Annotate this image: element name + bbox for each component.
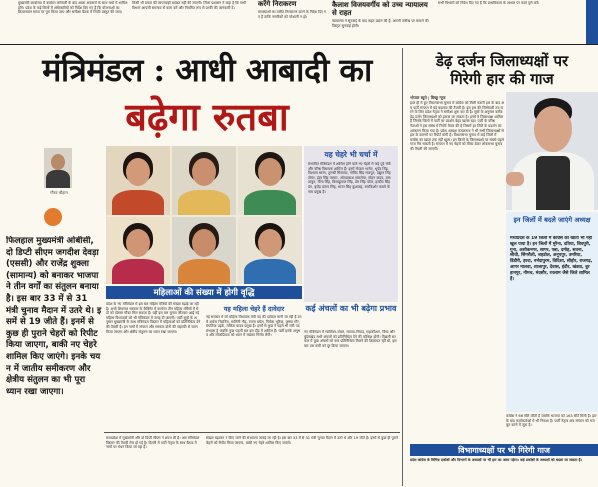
subhead-line: कई अंचलों का भी बढ़ेगा प्रभाव: [305, 304, 397, 313]
women-photo-grid: [106, 146, 302, 284]
top-strip-heading-a: करेंगे निराकरण: [258, 0, 297, 8]
main-lede: फिलहाल मुख्यमंत्री ओबीसी, दो डिप्टी सीएम जगदीश देवड़ा (एससी) और राजेंद्र शुक्ला (सामान्य) को बनाकर भाजपा ने तीन वर्गों का संतुलन बनाया है। इस बार 33 में से 31 मंत्री चुनाव मैदान में उतरे थे। इसमें से 19 जीते हैं। इनमें से कुछ ही पुराने चेहरों को रिपीट किया जाएगा, बाकी नए चेहरे शामिल किए जाएंगे। इनके चयन में जातीय समीकरण और क्षेत्रीय संतुलन का भी पूरा ध्यान रखा जाएगा।: [6, 236, 102, 397]
main-bottom-mid-text: संख्या बढ़ाकर 7 किए जाने की संभावना जताई जा रही है। इस बार 33 में से 31 मंत्री चुनाव मैदान में उतरे थे और 19 जीते हैं। इनमें से कुछ ही पुराने चेहरों को रिपीट किया जाएगा, बाकी नए चेहरे शामिल किए जाएंगे।: [206, 436, 398, 445]
sidebar-heading: यह चेहरे भी चर्चा में: [324, 150, 378, 159]
subhead-text: नए मंत्रिमंडल में ग्वालियर-चंबल, मालवा-निमाड़, महाकौशल, विंध्य और बुंदेलखंड सभी अंचलों को प्रतिनिधित्व देने की कोशिश होगी। पिछली सरकार में कुछ अंचलों को कम प्रतिनिधित्व मिलने की शिकायत रही थी, इस बार उस कमी को दूर किया जाएगा।: [304, 330, 397, 348]
main-bottom-left-text: मध्यप्रदेश में मुख्यमंत्री और दो डिप्टी सीएम ने शपथ ली है। अब मंत्रिमंडल विस्तार की तैयारी तेज हो गई है। दिल्ली में पार्टी नेतृत्व के साथ बैठक में नामों पर मंथन किया जा रहा है।: [106, 436, 200, 450]
top-strip-edge-bar: [586, 0, 598, 44]
right-headline-line1: डेढ़ दर्जन जिलाध्यक्षों पर: [435, 52, 569, 70]
sidebar-box: [304, 146, 398, 302]
right-byline: भोपाल ब्यूरो | बिच्छू न्यूज: [410, 95, 446, 100]
minister-photo-3: [238, 146, 302, 215]
bottom-rule: [104, 432, 400, 433]
photo-caption: महिलाओं की संख्या में होगी वृद्धि: [153, 287, 255, 297]
right-photo-caption: इन जिलों में बदले जाएंगे अध्यक्ष: [513, 216, 591, 224]
top-strip-mid-text: किसी भी प्रकार की लापरवाही बर्दाश्त नहीं की जाएगी। जिला प्रशासन ने कहा है कि सभी विभाग आपसी समन्वय से काम करें और नियमित रूप से प्रगति की जानकारी दें।: [132, 1, 246, 10]
right-col-text: कांग्रेस ने 66 सीटें जीती हैं जबकि भाजपा को 163 सीटें मिली हैं। हार के बाद कार्यकर्ताओं में भी निराशा है। पार्टी नेतृत्व अब संगठन को मजबूत करने में जुटा है।: [506, 414, 597, 428]
right-caption-box: [506, 212, 598, 412]
sidebar-text: संभावित मंत्रिमंडल में शामिल होने वाले नए चेहरों में कई पूर्व मंत्री और वरिष्ठ विधायक शामिल हैं। इनमें गोपाल भार्गव, भूपेंद्र सिंह, विश्वास सारंग, तुलसी सिलावट, गोविंद सिंह राजपूत, प्रद्युम्न सिंह तोमर, इंदर सिंह परमार, ओमप्रकाश सकलेचा, मोहन यादव, उषा ठाकुर, मीना सिंह, बिसाहूलाल सिंह, प्रेम सिंह पटेल, हरदीप सिंह डंग, बृजेंद्र प्रताप सिंह, भारत सिंह कुशवाह, रामकिशोर कावरे के नाम प्रमुख हैं।: [308, 162, 391, 194]
right-sub-heading-bar: [410, 444, 598, 456]
minister-photo-4: [106, 217, 170, 284]
right-sub-heading: विभागाध्यक्षों पर भी गिरेगी गाज: [458, 446, 550, 455]
top-strip-heading-a-text: समस्याओं का त्वरित निराकरण करने के निर्देश दिए गए हैं ताकि नागरिकों को परेशानी न हो।: [258, 10, 327, 19]
minister-photo-1: [106, 146, 170, 215]
top-strip-heading-b: कैलाश विजयवर्गीय को उच्च न्यायालय से राहत: [332, 1, 428, 17]
logo-mark: [44, 208, 62, 226]
subhead-block: [304, 304, 398, 314]
byline-block: [28, 148, 90, 208]
minister-photo-5: [172, 217, 236, 284]
photo-caption-bar: [106, 286, 302, 299]
main-headline-line1: मंत्रिमंडल : आधी आबादी का: [42, 51, 372, 89]
right-body-text: हाल ही में हुए विधानसभा चुनाव में कांग्रेस को मिली करारी हार के बाद अब पार्टी संगठन में बड़े बदलाव की तैयारी है। इस हार की जिम्मेदारी तय करने के लिए प्रदेश नेतृत्व ने समीक्षा शुरू कर दी है। सूत्रों के अनुसार करीब डेढ़ दर्जन जिलाध्यक्षों को हटाया जा सकता है। इनमें वे जिलाध्यक्ष शामिल हैं जिनके जिलों में पार्टी का प्रदर्शन बेहद खराब रहा। पार्टी के वरिष्ठ नेताओं ने इस संबंध में रिपोर्ट तैयार की है जिसमें हर जिले के प्रदर्शन का आकलन किया गया है। प्रदेश अध्यक्ष कमलनाथ ने भी सभी जिलाध्यक्षों से हार के कारणों पर रिपोर्ट मांगी है। विधानसभा चुनाव में कई जिलों में कांग्रेस का खाता तक नहीं खुला। इन जिलों के जिलाध्यक्षों पर सबसे पहले गाज गिर सकती है। संगठन में नए चेहरों को मौका देकर लोकसभा चुनाव की तैयारी की जाएगी।: [410, 101, 504, 151]
kamal-nath-photo: [506, 92, 598, 210]
column-divider: [402, 48, 403, 486]
right-headline: [406, 52, 598, 88]
main-col1-text: प्रदेश के नए मंत्रिमंडल में इस बार महिला मंत्रियों की संख्या बढ़ाई जा रही है। अभी शिवराज सरकार के कैबिनेट में कार्यरत तीन महिला मंत्रियों में से दो को दोबारा मौका मिल सकता है। वहीं इस बार चुनाव जीतकर आईं नई महिला विधायकों को भी मंत्रिमंडल में जगह दी जाएगी। पार्टी सूत्रों के अनुसार मुख्यमंत्री के साथ मंत्रिमंडल विस्तार में महिलाओं को प्रतिनिधित्व देने की तैयारी है। इन नामों में संगठन और सरकार दोनों की सहमति से चयन किया जाएगा और क्षेत्रीय संतुलन का ध्यान रखा जाएगा।: [106, 302, 201, 334]
col2-heading: यह महिला चेहरे हैं दावेदार: [223, 305, 285, 313]
main-headline: [0, 46, 398, 142]
main-headline-line2: बढ़ेगा रुतबा: [125, 94, 289, 139]
reporter-photo: [44, 148, 72, 188]
right-sub-text: प्रदेश कांग्रेस के विभिन्न प्रकोष्ठों और विभागों के अध्यक्षों पर भी हार का असर पड़ेगा। कई प्रकोष्ठों के अध्यक्षों को बदला जा सकता है।: [410, 458, 582, 462]
top-strip-right-text: सभी विभागों को निर्देश दिए गए हैं कि प्राथमिकता के आधार पर कार्य पूर्ण करें।: [438, 1, 540, 5]
top-strip-heading-b-text: न्यायालय ने सुनवाई के बाद राहत प्रदान की है, अगली तारीख पर मामले की विस्तृत सुनवाई होगी।: [332, 19, 429, 28]
top-strip: [0, 0, 598, 45]
reporter-name: गौरव चौहान: [50, 190, 68, 195]
top-strip-left-text: मुख्यमंत्री कार्यालय में कार्यरत कर्मचारी के बाद आला अफसरों के साथ चर्चा में शामिल होंगे। प्रदेश के कई जिलों में अधिकारियों को निर्देश दिए गए हैं कि योजनाओं का क्रियान्वयन समय पर पूरा किया जाए और समीक्षा बैठक में रिपोर्ट प्रस्तुत की जाए।: [18, 1, 128, 15]
right-headline-line2: गिरेगी हार की गाज: [450, 70, 554, 88]
main-col2-text: नई सरकार में जो महिला विधायक मंत्री पद की दावेदार मानी जा रही हैं उनमें अर्चना चिटनिस, मालिनी गौड़, रंजना बघेल, निर्मला भूरिया, कृष्णा गौर, संपतिया उइके, ललिता यादव प्रमुख हैं। इनमें से कुछ ने पहले भी मंत्री पद संभाला है जबकि कुछ पहली बार इस दौड़ में शामिल हैं। पार्टी इनके अनुभव और लोकप्रियता को ध्यान में रखकर निर्णय लेगी।: [206, 315, 302, 338]
minister-photo-2: [172, 146, 236, 215]
minister-photo-6: [238, 217, 302, 284]
right-caption-text: मध्यप्रदेश के 19 जिलों में कांग्रेस का खाता भी नहीं खुल पाया है। इन जिलों में मुरैना, दतिया, शिवपुरी, गुना, अशोकनगर, सागर, पन्ना, दमोह, सतना, सीधी, सिंगरौली, शहडोल, अनूपपुर, उमरिया, डिंडौरी, हरदा, नर्मदापुरम, विदिशा, सीहोर, राजगढ़, आगर मालवा, शाजापुर, देवास, इंदौर, खंडवा, बुरहानपुर, नीमच, मंदसौर, रतलाम जैसे जिले शामिल हैं।: [510, 236, 593, 282]
